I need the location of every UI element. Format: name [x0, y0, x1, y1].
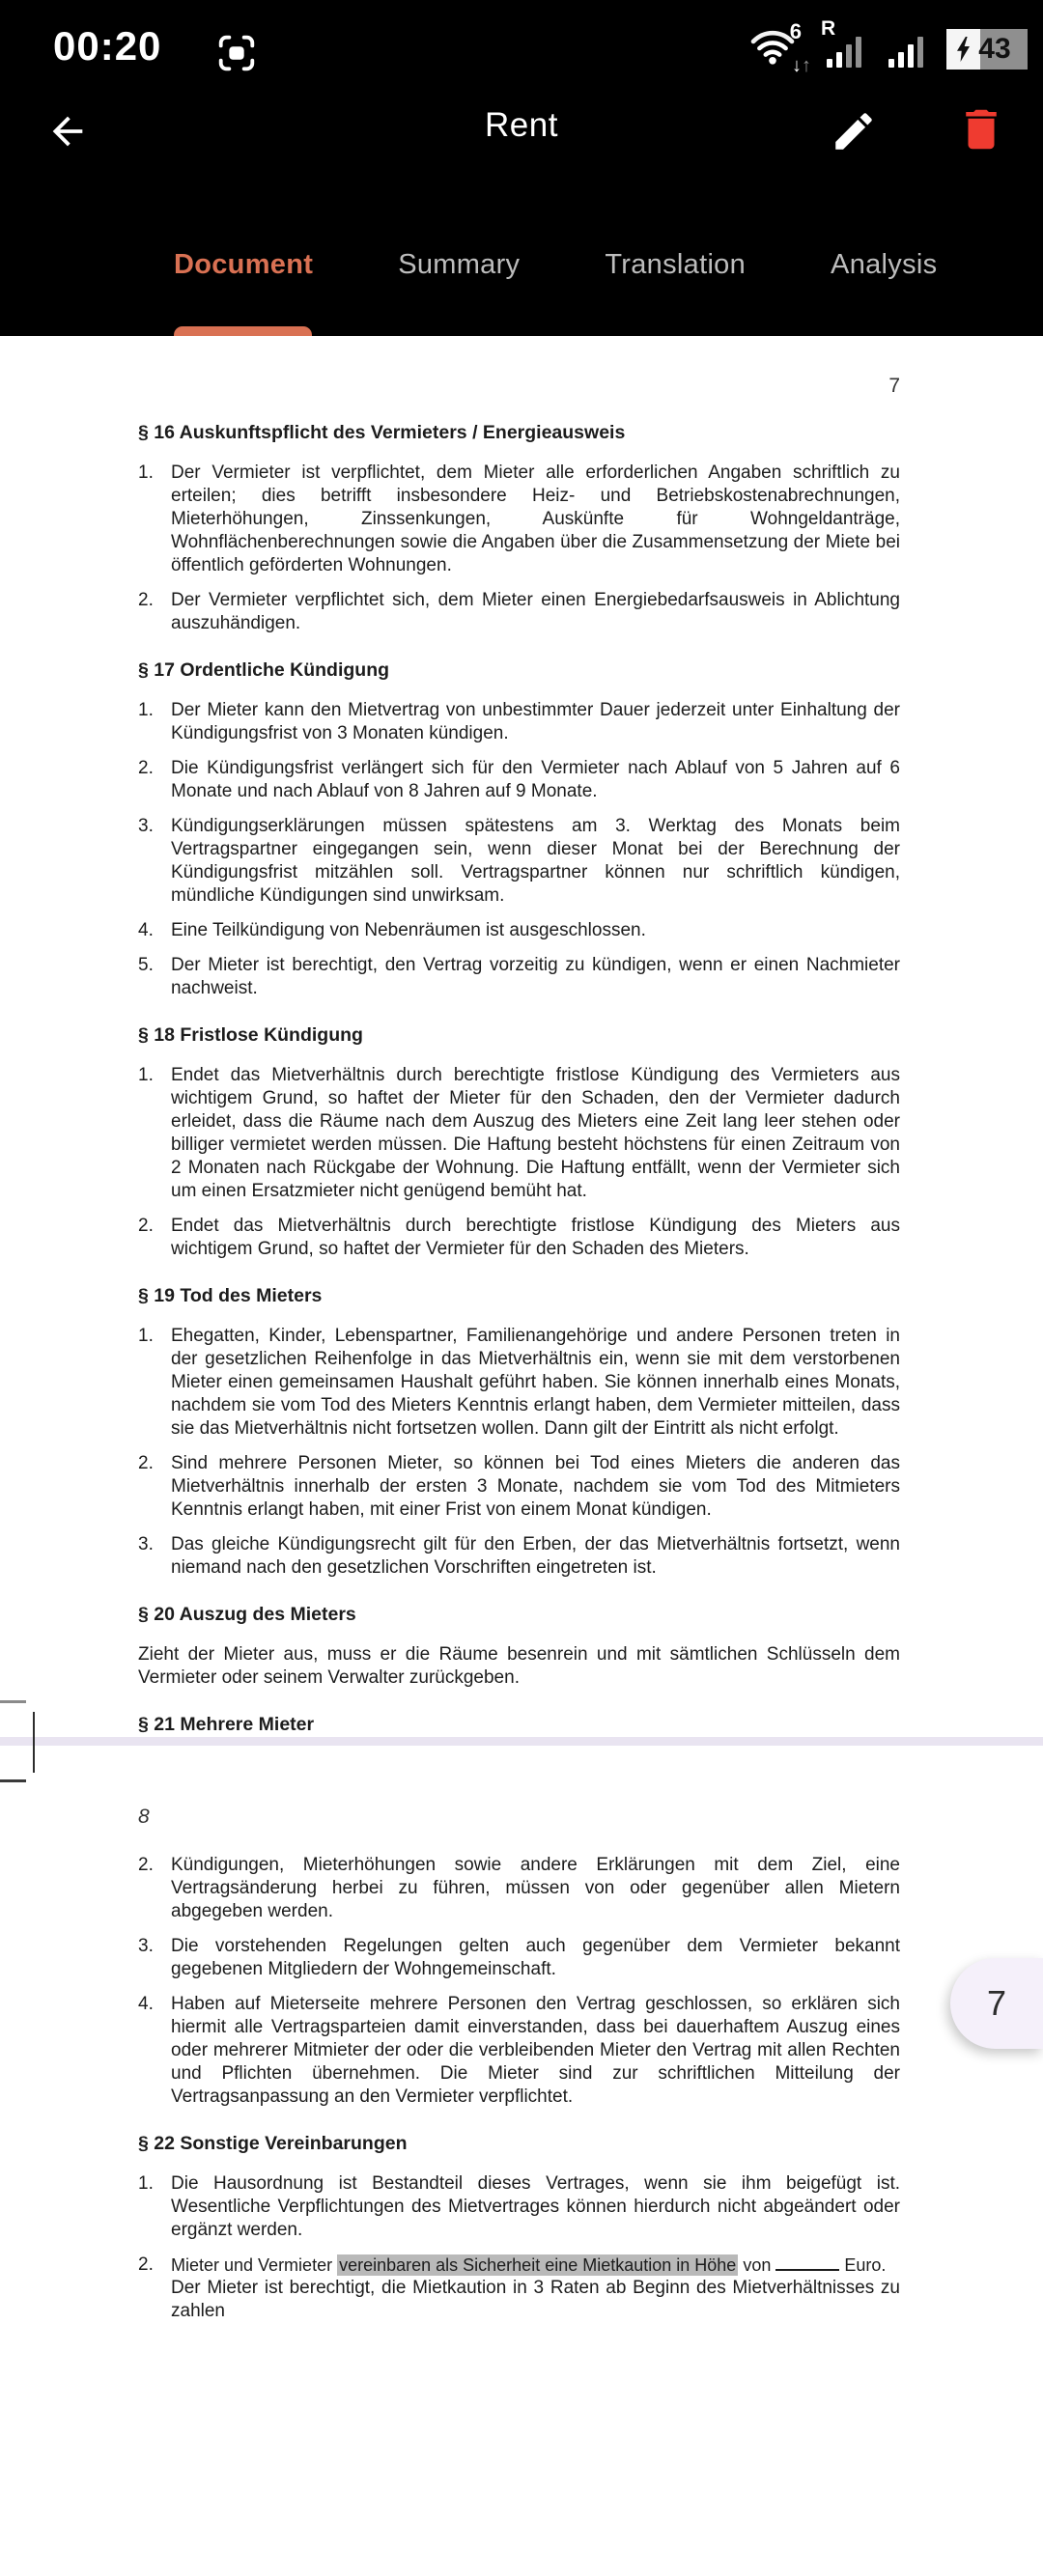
tab-summary[interactable]: Summary — [398, 249, 521, 280]
contract-item: 1. Der Mieter kann den Mietvertrag von unbestimmter Dauer jederzeit unter Einhaltung der Kündigungsfrist von 3 Monaten kündigen. — [138, 700, 900, 743]
tab-document[interactable]: Document — [174, 249, 314, 280]
fill-in-blank — [775, 2255, 839, 2271]
contract-item: 3. Kündigungserklärungen müssen spätestens am 3. Werktag des Monats beim Vertragspartner eingegangen sein, wenn dieser Monat bei der Berechnung der Kündigungsfrist mitzählen soll. Vertragspartner können nur schriftlich kündigen, mündliche Kündigungen sind unwirksam. — [138, 816, 900, 906]
status-icons — [749, 17, 1028, 76]
tab-translation[interactable]: Translation — [605, 249, 747, 280]
contract-item: 2. Endet das Mietverhältnis durch berechtigte fristlose Kündigung des Mieters aus wichtigem Grund, so haftet der Vermieter für den Schaden des Mieters. — [138, 1216, 900, 1259]
wifi-icon — [749, 19, 813, 76]
contract-item: 5. Der Mieter ist berechtigt, den Vertrag vorzeitig zu kündigen, wenn er einen Nachmieter nachweist. — [138, 955, 900, 998]
wifi-generation-label: 6 — [789, 19, 802, 43]
contract-item: 1. Die Hausordnung ist Bestandteil dieses Vertrages, wenn sie ihm beigefügt ist. Wesentliche Verpflichtungen des Mietvertrages können hierdurch nicht abgeändert oder ergänzt werden. — [138, 2173, 900, 2240]
app-bar — [0, 89, 1043, 195]
fast-scroll-page-number: 7 — [986, 1983, 1007, 2023]
document-viewport[interactable] — [0, 336, 1043, 2321]
clipped-line: Der Mieter ist berechtigt, die Mietkaution in 3 Raten ab Beginn des Mietverhältnisses zu zahlen — [171, 2278, 900, 2321]
edit-button[interactable] — [823, 100, 885, 162]
page-number: 7 — [888, 375, 900, 397]
contract-item: 4. Eine Teilkündigung von Nebenräumen ist ausgeschlossen. — [138, 920, 646, 940]
contract-item: 3. Das gleiche Kündigungsrecht gilt für den Erben, der das Mietverhältnis fortsetzt, wenn niemand nach den gesetzlichen Vorschriften eingetreten ist. — [138, 1534, 900, 1578]
battery-percent: 43 — [978, 33, 1011, 65]
tab-bar — [0, 195, 1043, 336]
pencil-icon — [830, 107, 878, 155]
contract-item: 1. Endet das Mietverhältnis durch berechtigte fristlose Kündigung des Vermieters aus wichtigem Grund, so haftet der Mieter für den Schaden, den der Vermieter dadurch erleidet, dass die Räume nach dem Auszug des Mieters eine Zeit lang leer stehen oder billiger vermietet werden müssen. Die Haftung besteht höchstens für einen Zeitraum von 2 Monaten nach Rückgabe der Wohnung. Die Haftung entfällt, wenn der Vermieter sich um einen Ersatzmieter nicht genügend bemüht hat. — [138, 1065, 900, 1201]
section-heading: § 18 Fristlose Kündigung — [138, 1024, 363, 1046]
page-title: Rent — [485, 106, 558, 144]
highlighted-text: vereinbaren als Sicherheit eine Mietkaution in Höhe — [339, 2255, 737, 2275]
trash-icon — [955, 103, 1007, 155]
fold-mark-bottom — [0, 1779, 26, 1782]
section-heading: § 22 Sonstige Vereinbarungen — [138, 2133, 408, 2154]
wifi-traffic-arrows: ↓↑ — [792, 55, 811, 76]
contract-item: 2. Die Kündigungsfrist verlängert sich für den Vermieter nach Ablauf von 5 Jahren auf 6 Monate und nach Ablauf von 8 Jahren auf 9 Monate. — [138, 758, 900, 801]
contract-item: 2. Sind mehrere Personen Mieter, so können bei Tod eines Mieters die anderen das Mietverhältnis innerhalb der ersten 3 Monate, nachdem sie vom Tod des Mitmieters Kenntnis erlangt haben, mit einer Frist von einem Monat kündigen. — [138, 1453, 900, 1520]
cell-signal-1-icon — [821, 17, 873, 71]
battery-charging-icon — [946, 29, 1028, 70]
charging-bolt-icon — [956, 37, 971, 62]
page-number: 8 — [138, 1806, 150, 1828]
section-heading: § 21 Mehrere Mieter — [138, 1714, 315, 1735]
document-page-7 — [0, 336, 1043, 1737]
contract-item: 2. Kündigungen, Mieterhöhungen sowie andere Erklärungen mit dem Ziel, eine Vertragsänderung herbei zu führen, müssen von oder gegenüber allen Mietern abgegeben werden. — [138, 1855, 900, 1921]
section-heading: § 20 Auszug des Mieters — [138, 1604, 356, 1625]
section-heading: § 16 Auskunftspflicht des Vermieters / Energieausweis — [138, 422, 626, 443]
fast-scroll-page-bubble[interactable] — [950, 1958, 1043, 2049]
contract-item: 2. Der Vermieter verpflichtet sich, dem Mieter einen Energiebedarfsausweis in Ablichtung auszuhändigen. — [138, 590, 900, 633]
fold-mark-top — [0, 1700, 26, 1703]
kaution-line: Mieter und Vermieter vereinbaren als Sicherheit eine Mietkaution in Höhe von Euro. — [171, 2255, 887, 2275]
cell-signal-2-icon — [887, 21, 933, 71]
tab-analysis[interactable]: Analysis — [831, 249, 938, 280]
section-heading: § 19 Tod des Mieters — [138, 1285, 323, 1306]
delete-button[interactable] — [950, 98, 1012, 160]
roaming-indicator: R — [821, 17, 836, 40]
contract-item-kaution: 2. Mieter und Vermieter vereinbaren als Sicherheit eine Mietkaution in Höhe von Euro. Der Mieter ist berechtigt, die Mietkaution in 3 Raten ab Beginn des Mietverhältnisses zu zahlen — [138, 2254, 900, 2321]
document-page-8 — [0, 1746, 1043, 2576]
fold-mark-line — [33, 1712, 35, 1773]
contract-item: 4. Haben auf Mieterseite mehrere Personen den Vertrag geschlossen, so erklären sich hiermit alle Vertragsparteien damit einverstanden, dass bei dauerhaftem Auszug eines oder mehrerer Mitmieter der oder die verbleibenden Mieter den Vertrag mit allen Rechten und Pflichten übernehmen. Die Mieter sind zur schriftlichen Mitteilung der Vertragsanpassung an den Vermieter verpflichtet. — [138, 1994, 900, 2107]
screen-capture-icon — [214, 31, 259, 80]
status-bar — [0, 0, 1043, 89]
section-heading: § 17 Ordentliche Kündigung — [138, 659, 390, 681]
contract-item: 3. Die vorstehenden Regelungen gelten auch gegenüber dem Vermieter bekannt gegebenen Mitgliedern der Wohngemeinschaft. — [138, 1936, 900, 1979]
contract-item: 1. Ehegatten, Kinder, Lebenspartner, Familienangehörige und andere Personen treten in der gesetzlichen Reihenfolge in das Mietverhältnis ein, wenn sie mit dem verstorbenen Mieter einen gemeinsamen Haushalt geführt haben. Sie können innerhalb eines Monats, nachdem sie vom Tod des Mieters Kenntnis erlangt haben, dem Vermieter mitteilen, dass sie das Mietverhältnis nicht fortsetzen wollen. Dann gilt der Eintritt als nicht erfolgt. — [138, 1326, 900, 1439]
contract-paragraph: Zieht der Mieter aus, muss er die Räume besenrein und mit sämtlichen Schlüsseln dem Vermieter oder seinem Verwalter zurückgeben. — [138, 1644, 900, 1688]
clock: 00:20 — [53, 23, 162, 69]
contract-item: 1. Der Vermieter ist verpflichtet, dem Mieter alle erforderlichen Angaben schriftlich zu erteilen; dies betrifft insbesondere Heiz- und Betriebskostenabrechnungen, Mieterhöhungen, Zinssenkungen, Auskünfte für Wohngeldanträge, Wohnflächenberechnungen sowie die Angaben über die Zusammensetzung der Miete bei öffentlich geförderten Wohnungen. — [138, 462, 900, 575]
